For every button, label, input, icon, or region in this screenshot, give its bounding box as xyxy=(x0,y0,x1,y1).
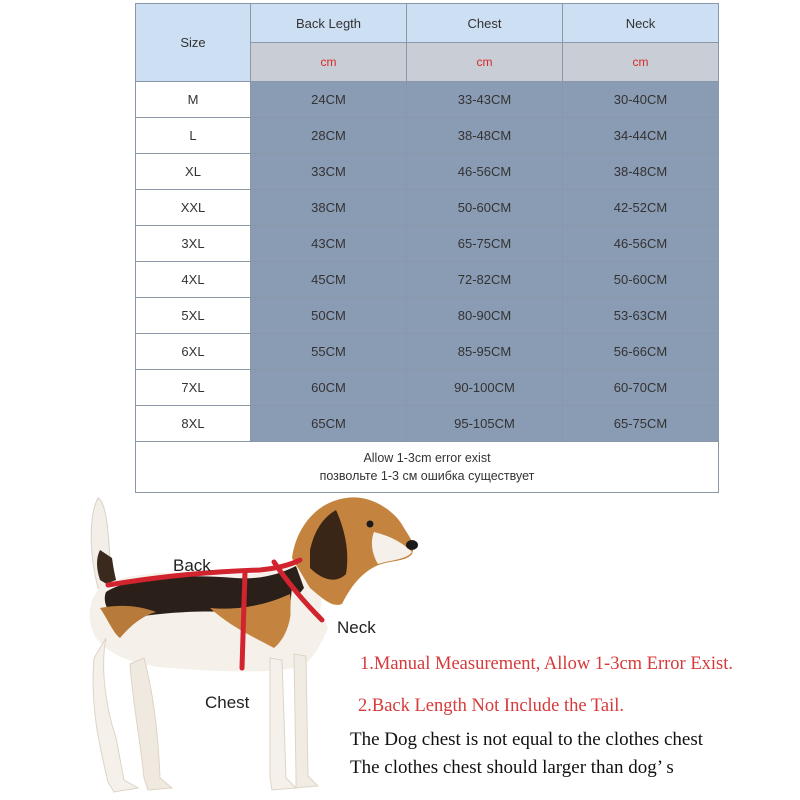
size-chart-table xyxy=(135,3,719,493)
table-row xyxy=(136,298,719,334)
chest-header: Chest xyxy=(407,4,563,43)
measurement-note: 1.Manual Measurement, Allow 1-3cm Error Exist. xyxy=(360,654,733,674)
size-cell: 3XL xyxy=(136,226,251,262)
error-note-russian: позвольте 1-3 см ошибка существует xyxy=(319,469,535,483)
neck-unit: cm xyxy=(563,43,719,82)
back-length-cell: 38CM xyxy=(251,190,407,226)
back-length-cell: 50CM xyxy=(251,298,407,334)
neck-cell: 34-44CM xyxy=(563,118,719,154)
neck-cell: 30-40CM xyxy=(563,82,719,118)
size-cell: 8XL xyxy=(136,406,251,442)
back-length-cell: 43CM xyxy=(251,226,407,262)
table-row xyxy=(136,118,719,154)
neck-cell: 50-60CM xyxy=(563,262,719,298)
size-cell: 5XL xyxy=(136,298,251,334)
chest-cell: 38-48CM xyxy=(407,118,563,154)
dog-leg-rear xyxy=(93,638,138,792)
neck-cell: 60-70CM xyxy=(563,370,719,406)
chest-cell: 50-60CM xyxy=(407,190,563,226)
table-row xyxy=(136,226,719,262)
chest-cell: 80-90CM xyxy=(407,298,563,334)
neck-cell: 46-56CM xyxy=(563,226,719,262)
neck-cell: 38-48CM xyxy=(563,154,719,190)
neck-label: Neck xyxy=(337,618,376,637)
chest-cell: 72-82CM xyxy=(407,262,563,298)
back-length-cell: 28CM xyxy=(251,118,407,154)
size-cell: 4XL xyxy=(136,262,251,298)
error-note-english: Allow 1-3cm error exist xyxy=(363,451,491,465)
back-length-cell: 33CM xyxy=(251,154,407,190)
back-length-cell: 45CM xyxy=(251,262,407,298)
back-length-cell: 55CM xyxy=(251,334,407,370)
back-length-header: Back Legth xyxy=(251,4,407,43)
chest-cell: 33-43CM xyxy=(407,82,563,118)
chest-cell: 65-75CM xyxy=(407,226,563,262)
dog-measurement-illustration xyxy=(60,488,430,800)
chest-cell: 90-100CM xyxy=(407,370,563,406)
size-cell: 6XL xyxy=(136,334,251,370)
chest-measure-line xyxy=(242,572,245,668)
neck-cell: 53-63CM xyxy=(563,298,719,334)
table-row xyxy=(136,262,719,298)
note-row xyxy=(136,442,719,493)
neck-cell: 65-75CM xyxy=(563,406,719,442)
neck-cell: 56-66CM xyxy=(563,334,719,370)
back-length-note: 2.Back Length Not Include the Tail. xyxy=(358,696,625,716)
clothes-chest-note: The clothes chest should larger than dog’ s xyxy=(350,757,674,778)
neck-header: Neck xyxy=(563,4,719,43)
chest-cell: 46-56CM xyxy=(407,154,563,190)
table-row xyxy=(136,154,719,190)
header-row xyxy=(136,4,719,43)
size-cell: XL xyxy=(136,154,251,190)
table-row xyxy=(136,82,719,118)
back-length-cell: 24CM xyxy=(251,82,407,118)
chest-label: Chest xyxy=(205,693,250,712)
back-length-cell: 60CM xyxy=(251,370,407,406)
chest-difference-note: The Dog chest is not equal to the clothes chest xyxy=(350,729,703,750)
table-row xyxy=(136,334,719,370)
table-row xyxy=(136,370,719,406)
dog-leg-front xyxy=(270,658,296,790)
back-label: Back xyxy=(173,556,211,575)
size-column-header: Size xyxy=(136,4,251,82)
table-row xyxy=(136,406,719,442)
neck-cell: 42-52CM xyxy=(563,190,719,226)
size-cell: M xyxy=(136,82,251,118)
back-length-cell: 65CM xyxy=(251,406,407,442)
table-row xyxy=(136,190,719,226)
size-cell: XXL xyxy=(136,190,251,226)
dog-leg-rear-2 xyxy=(130,658,172,790)
size-cell: 7XL xyxy=(136,370,251,406)
back-length-unit: cm xyxy=(251,43,407,82)
chest-cell: 95-105CM xyxy=(407,406,563,442)
dog-leg-front-2 xyxy=(294,654,318,788)
size-cell: L xyxy=(136,118,251,154)
chest-unit: cm xyxy=(407,43,563,82)
error-note-cell xyxy=(136,442,719,493)
chest-cell: 85-95CM xyxy=(407,334,563,370)
